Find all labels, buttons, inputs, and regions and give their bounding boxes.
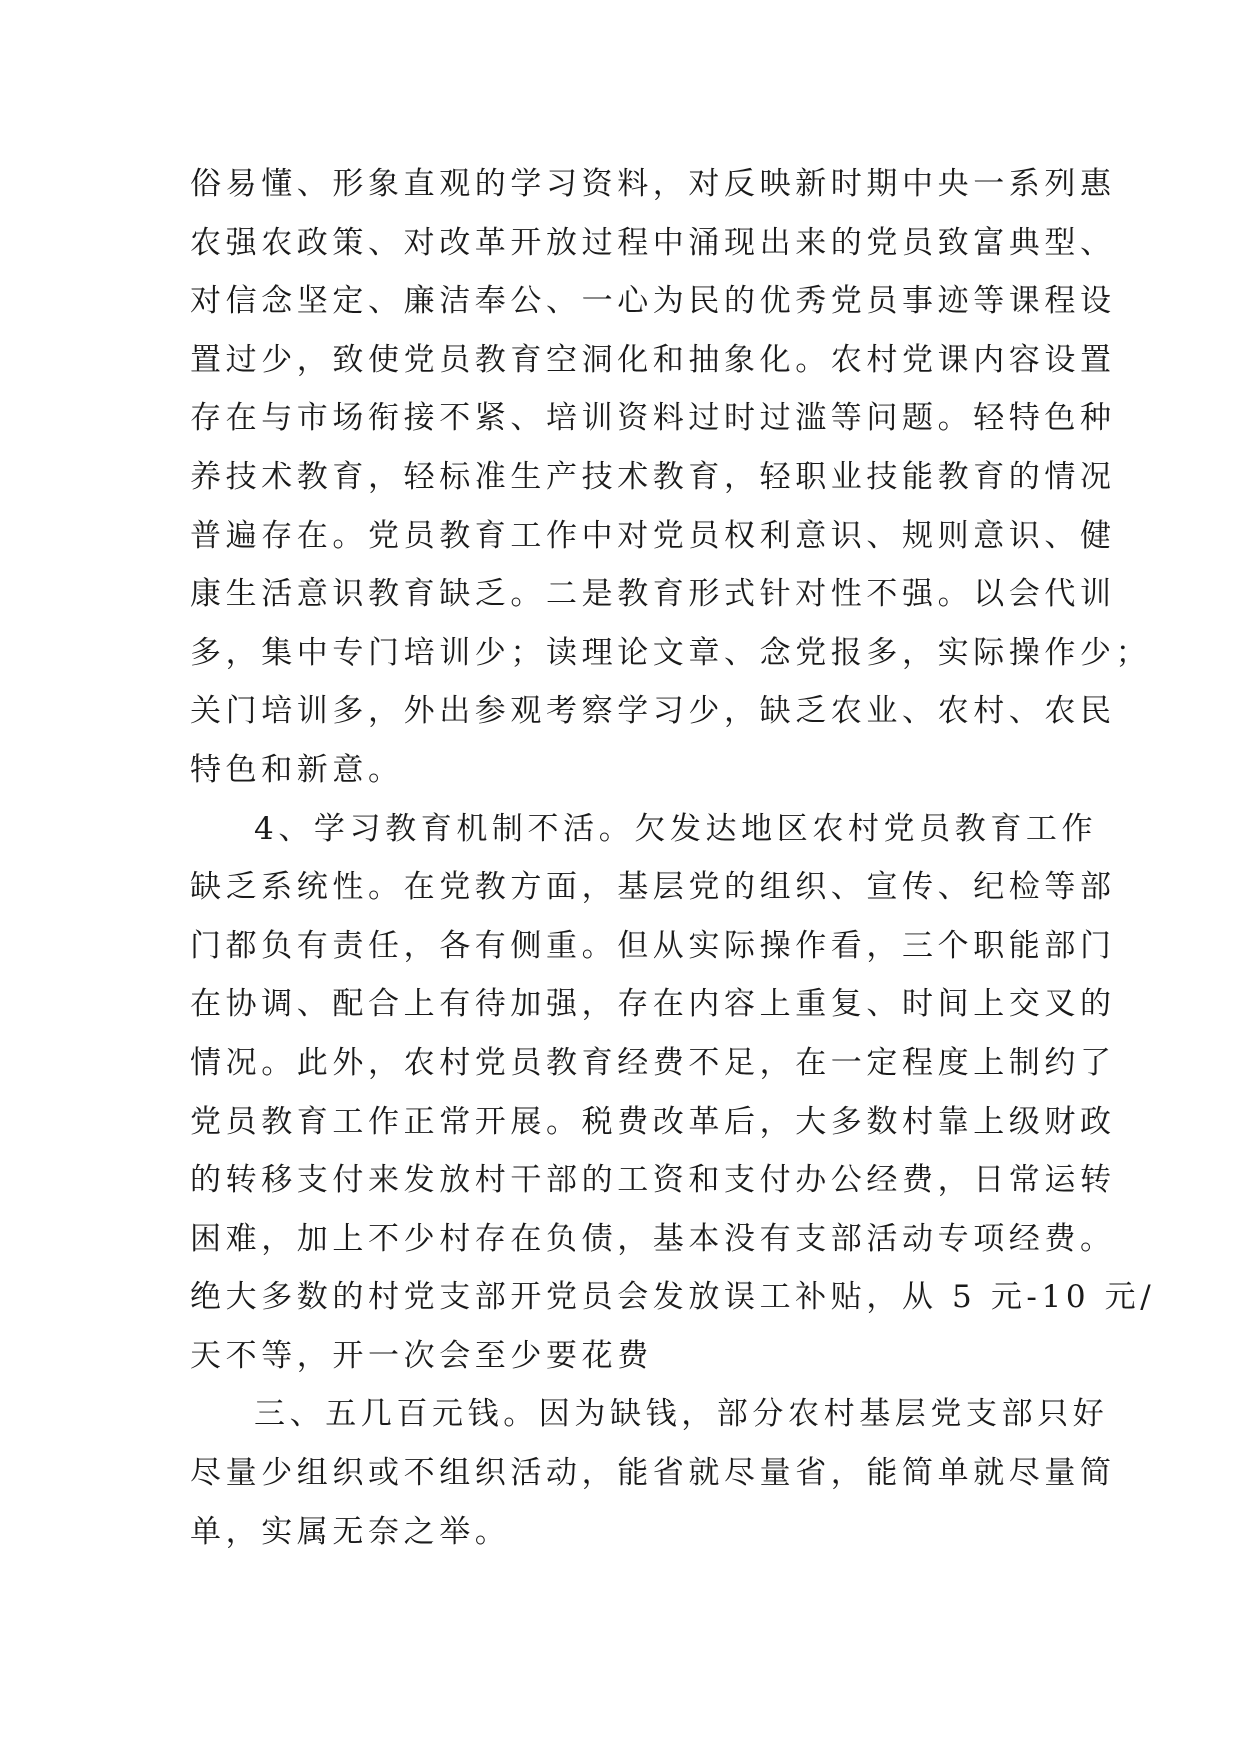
paragraph-start-line: 三、五几百元钱。因为缺钱，部分农村基层党支部只好 — [254, 1396, 1109, 1433]
text-line: 农强农政策、对改革开放过程中涌现出来的党员致富典型、 — [190, 224, 1116, 261]
paragraph-start-line: 4、学习教育机制不活。欠发达地区农村党员教育工作 — [254, 810, 1098, 847]
text-line: 困难，加上不少村存在负债，基本没有支部活动专项经费。 — [190, 1220, 1116, 1257]
text-line: 特色和新意。 — [190, 751, 404, 788]
text-line: 缺乏系统性。在党教方面，基层党的组织、宣传、纪检等部 — [190, 869, 1116, 906]
text-line: 康生活意识教育缺乏。二是教育形式针对性不强。以会代训 — [190, 576, 1116, 613]
text-line: 多，集中专门培训少；读理论文章、念党报多，实际操作少； — [190, 634, 1152, 671]
text-line: 俗易懂、形象直观的学习资料，对反映新时期中央一系列惠 — [190, 166, 1116, 202]
text-line: 存在与市场衔接不紧、培训资料过时过滥等问题。轻特色种 — [190, 400, 1116, 437]
body-text — [190, 155, 1156, 1561]
text-line: 置过少，致使党员教育空洞化和抽象化。农村党课内容设置 — [190, 341, 1116, 378]
text-line: 单，实属无奈之举。 — [190, 1513, 511, 1550]
text-line: 在协调、配合上有待加强，存在内容上重复、时间上交叉的 — [190, 986, 1116, 1023]
text-line: 尽量少组织或不组织活动，能省就尽量省，能简单就尽量简 — [190, 1455, 1116, 1492]
text-line: 养技术教育，轻标准生产技术教育，轻职业技能教育的情况 — [190, 458, 1116, 495]
text-line: 党员教育工作正常开展。税费改革后，大多数村靠上级财政 — [190, 1103, 1116, 1140]
text-line: 关门培训多，外出参观考察学习少，缺乏农业、农村、农民 — [190, 693, 1116, 730]
text-line: 天不等，开一次会至少要花费 — [190, 1337, 653, 1374]
text-line: 普遍存在。党员教育工作中对党员权利意识、规则意识、健 — [190, 517, 1116, 554]
text-line: 的转移支付来发放村干部的工资和支付办公经费，日常运转 — [190, 1162, 1116, 1199]
text-line: 绝大多数的村党支部开党员会发放误工补贴，从 5 元-10 元/ — [190, 1279, 1156, 1316]
text-line: 情况。此外，农村党员教育经费不足，在一定程度上制约了 — [190, 1044, 1116, 1081]
text-line: 对信念坚定、廉洁奉公、一心为民的优秀党员事迹等课程设 — [190, 283, 1116, 320]
text-line: 门都负有责任，各有侧重。但从实际操作看，三个职能部门 — [190, 927, 1116, 964]
